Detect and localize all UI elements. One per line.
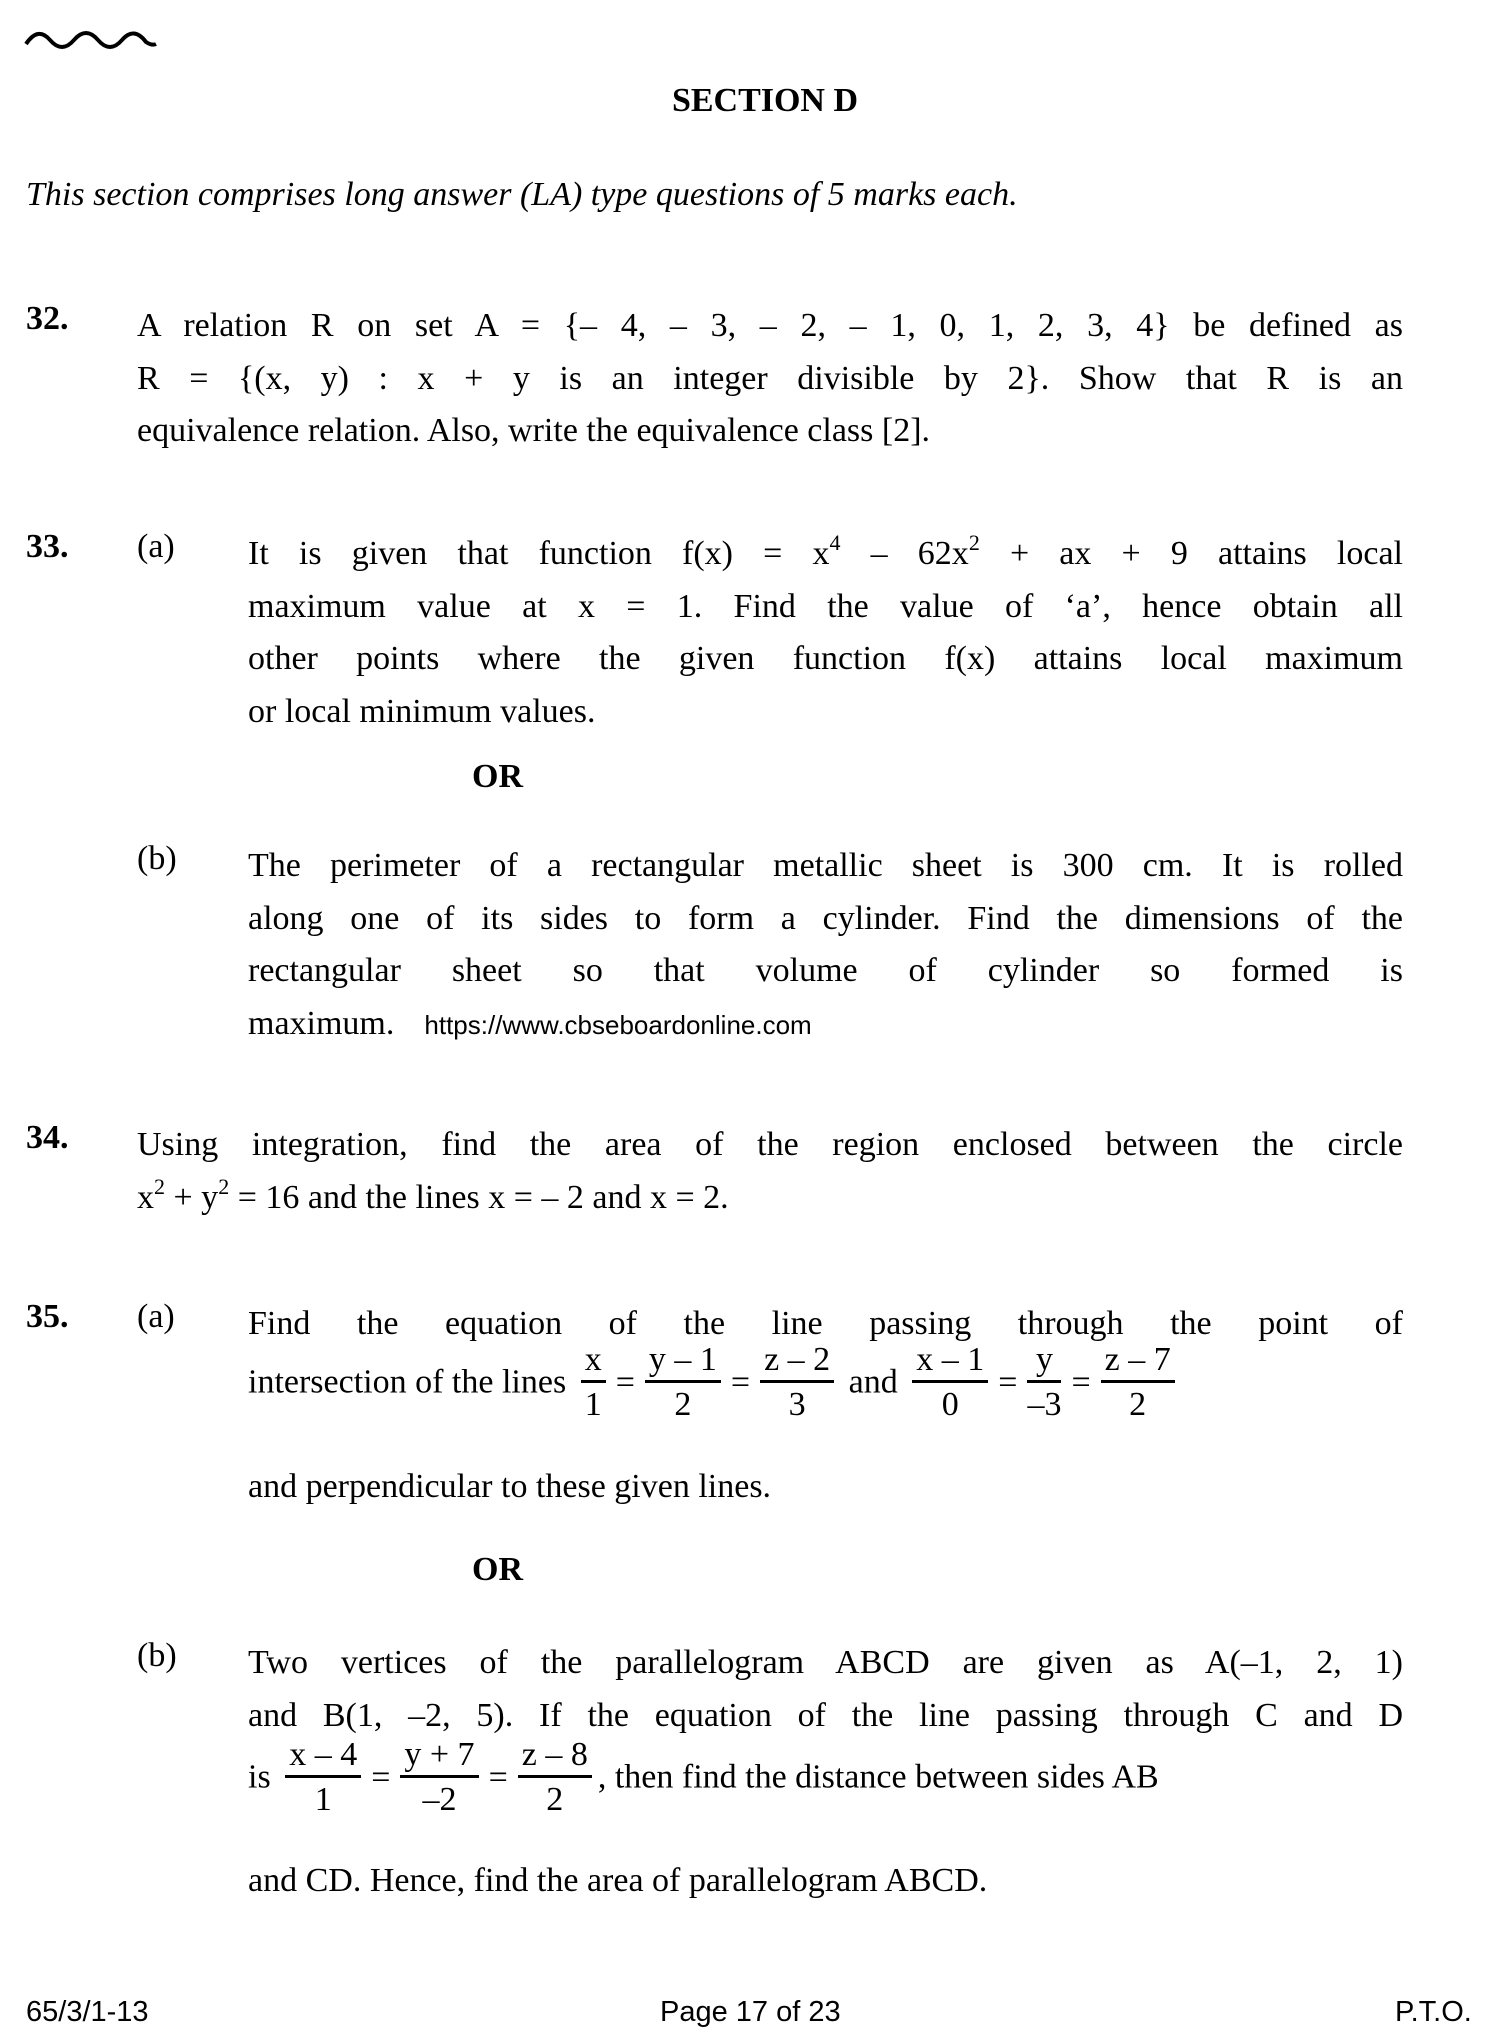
numerator: x – 1 [912, 1342, 988, 1383]
denominator: 1 [584, 1386, 602, 1423]
paper-code: 65/3/1-13 [26, 1996, 149, 2028]
numerator: y + 7 [400, 1737, 478, 1778]
denominator: 0 [941, 1386, 959, 1423]
question-35a-line: and perpendicular to these given lines. [248, 1468, 772, 1505]
question-34-line [137, 1172, 1403, 1225]
numerator: x – 4 [285, 1737, 361, 1778]
question-35a-line: Find the equation of the line passing through the point of [248, 1305, 1403, 1342]
fraction [518, 1737, 592, 1818]
fraction [581, 1342, 606, 1423]
fraction [285, 1737, 361, 1818]
text-fragment: = 16 and the lines x = – 2 and x = 2. [229, 1178, 729, 1216]
or-separator-35: OR [472, 1551, 523, 1588]
question-34-text [137, 1119, 1403, 1224]
or-separator-33: OR [472, 758, 523, 795]
equals-sign: = [615, 1363, 635, 1401]
part-label-33a: (a) [137, 528, 175, 565]
question-33b-line [248, 998, 1403, 1051]
text-fragment: It is given that function f(x) = x [248, 535, 830, 572]
numerator: y – 1 [645, 1342, 721, 1383]
question-35a-equation-line [248, 1342, 1408, 1423]
question-32-text [137, 300, 1403, 458]
question-35b-line: and B(1, –2, 5). If the equation of the line passing through C and D [248, 1696, 1403, 1734]
question-33a-text [248, 528, 1403, 738]
question-number-33: 33. [26, 528, 69, 565]
fraction [400, 1737, 478, 1818]
fraction [912, 1342, 988, 1423]
equals-sign: = [488, 1758, 508, 1796]
exponent: 2 [154, 1173, 165, 1199]
question-33a-line: other points where the given function f(x) attains local maximum [248, 640, 1403, 677]
numerator: x [581, 1342, 606, 1383]
part-label-35a: (a) [137, 1298, 175, 1335]
question-33b-line: along one of its sides to form a cylinder. Find the dimensions of the [248, 899, 1403, 937]
numerator: y [1027, 1342, 1061, 1383]
question-33a-line: or local minimum values. [248, 692, 596, 730]
watermark-url: https://www.cbseboardonline.com [424, 1009, 812, 1040]
text-fragment: and [848, 1363, 898, 1401]
question-32-line: R = {(x, y) : x + y is an integer divisible by 2}. Show that R is an [137, 359, 1403, 397]
question-33a-line [248, 528, 1403, 581]
question-33b-text [248, 840, 1403, 1050]
question-32-line: A relation R on set A = {– 4, – 3, – 2, – 1, 0, 1, 2, 3, 4} be defined as [137, 307, 1403, 344]
denominator: 2 [546, 1781, 564, 1818]
equals-sign: = [998, 1363, 1018, 1401]
equals-sign: = [730, 1363, 751, 1401]
question-35a-text-end [248, 1461, 1403, 1514]
text-fragment: + ax + 9 attains local [979, 535, 1403, 572]
question-35b-equation-line [248, 1737, 1408, 1818]
text-fragment: + y [165, 1178, 219, 1216]
question-33a-line: maximum value at x = 1. Find the value of ‘a’, hence obtain all [248, 587, 1403, 625]
numerator: z – 2 [760, 1342, 834, 1383]
question-35b-line: and CD. Hence, find the area of parallelogram ABCD. [248, 1862, 988, 1899]
exponent: 4 [829, 530, 841, 555]
question-35b-line: Two vertices of the parallelogram ABCD are given as A(–1, 2, 1) [248, 1644, 1403, 1681]
denominator: 1 [314, 1781, 332, 1818]
question-number-35: 35. [26, 1298, 69, 1335]
exponent: 2 [218, 1173, 230, 1199]
denominator: 2 [674, 1386, 692, 1423]
question-32-line: equivalence relation. Also, write the equivalence class [2]. [137, 412, 931, 449]
numerator: z – 7 [1101, 1342, 1175, 1383]
question-number-34: 34. [26, 1119, 69, 1156]
text-fragment: – 62x [840, 535, 969, 572]
part-label-35b: (b) [137, 1637, 177, 1674]
question-35b-text-end [248, 1855, 1403, 1908]
question-35b-text [248, 1637, 1403, 1742]
text-fragment: maximum. [248, 1004, 395, 1042]
text-fragment: x [137, 1178, 154, 1216]
text-fragment: is [248, 1758, 271, 1796]
fraction [760, 1342, 834, 1423]
exponent: 2 [968, 530, 980, 555]
text-fragment: intersection of the lines [248, 1363, 567, 1401]
equals-sign: = [1071, 1363, 1091, 1401]
question-33b-line: The perimeter of a rectangular metallic sheet is 300 cm. It is rolled [248, 847, 1403, 884]
fraction [645, 1342, 721, 1423]
question-34-line: Using integration, find the area of the region enclosed between the circle [137, 1126, 1403, 1163]
wave-mark-icon [24, 22, 158, 58]
question-33b-line: rectangular sheet so that volume of cylinder so formed is [248, 952, 1403, 989]
pto-label: P.T.O. [1395, 1996, 1472, 2028]
question-number-32: 32. [26, 300, 69, 337]
denominator: –3 [1027, 1386, 1062, 1423]
denominator: 2 [1129, 1386, 1147, 1423]
fraction [1027, 1342, 1061, 1423]
denominator: 3 [788, 1386, 806, 1423]
part-label-33b: (b) [137, 840, 177, 877]
section-intro: This section comprises long answer (LA) type questions of 5 marks each. [26, 176, 1018, 213]
page-number: Page 17 of 23 [660, 1996, 841, 2028]
fraction [1101, 1342, 1175, 1423]
denominator: –2 [422, 1781, 457, 1818]
section-title: SECTION D [671, 82, 859, 119]
text-fragment: , then find the distance between sides AB [597, 1758, 1159, 1796]
equals-sign: = [371, 1758, 391, 1796]
numerator: z – 8 [518, 1737, 592, 1778]
